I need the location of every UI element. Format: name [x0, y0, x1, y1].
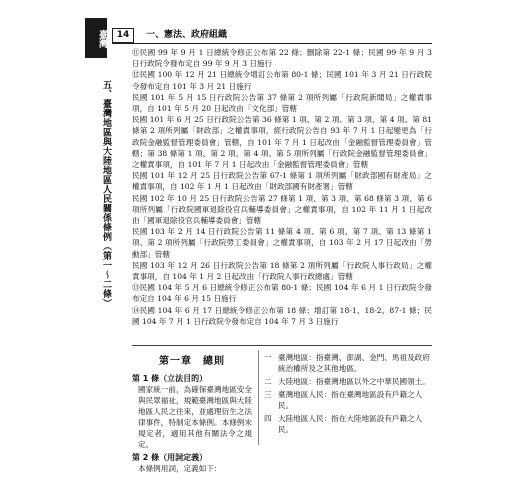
article-title: 第 1 條（立法目的） [132, 374, 208, 383]
history-entry: ⑫民國 100 年 12 月 21 日總統令增訂公布第 80-1 條；民國 101 年 3 月 21 日行政院令發布定自 101 年 3 月 21 日施行 [132, 70, 432, 91]
article-body: 國家統一前，為確保臺灣地區安全與民眾福祉，規範臺灣地區與大陸地區人民之往來，並處理衍生之法律事件，特制定本條例。本條例未規定者，適用其他有關法令之規定。 [138, 385, 252, 449]
history-entry: ⑪民國 99 年 9 月 1 日總統令修正公布第 22 條；刪除第 22-1 條；民國 99 年 9 月 3 日行政院令發布定自 99 年 9 月 3 日施行 [132, 48, 432, 69]
definition-number: 三 [264, 390, 272, 399]
definition-item [264, 389, 432, 411]
definition-text: 大陸地區：指臺灣地區以外之中華民國領土。 [278, 377, 430, 386]
page-header [112, 28, 432, 42]
history-entry: 民國 101 年 6 月 25 日行政院公告第 36 條第 1 項、第 2 項、第 3 項、第 4 項、第 81 條第 2 項所列屬「財政部」之權責事項，經行政院公告自 93 年 7 月 1 日起變更為「行政院金融監督管理委員會」管轄，自 101 年 7 月 1 日起改由「金融監督管理委員會」管轄；第 38 條第 1 項、第 2 項、第 4 項、第 5 項所列屬「行政院金融監督管理委員會」之權責事項，自 101 年 7 月 1 日起改由「金融監督管理委員會」管轄 [132, 115, 432, 170]
header-divider [112, 43, 432, 44]
history-entry: ⑭民國 104 年 6 月 17 日總統令修正公布第 18 條；增訂第 18-1、18-2、87-1 條；民國 104 年 7 月 1 日行政院令發布定自 104 年 7 月 3 日施行 [132, 305, 432, 326]
page-number: 14 [112, 28, 134, 43]
definition-text: 臺灣地區：指臺灣、澎湖、金門、馬祖及政府統治權所及之其他地區。 [278, 353, 430, 373]
column-divider [258, 350, 259, 445]
articles-column [132, 352, 252, 476]
history-entry: 民國 103 年 2 月 14 日行政院公告第 11 條第 4 項、第 6 項、第 7 項、第 13 條第 1 項、第 2 項所列屬「行政院勞工委員會」之權責事項，自 103 年 2 月 17 日起改由「勞動部」管轄 [132, 227, 432, 259]
history-entry: ⑬民國 104 年 5 月 6 日總統令修正公布第 80-1 條；民國 104 年 6 月 1 日行政院令發布定自 104 年 6 月 15 日施行 [132, 283, 432, 304]
section-divider [132, 345, 432, 346]
article-title: 第 2 條（用詞定義） [132, 453, 208, 462]
definition-number: 四 [264, 414, 272, 423]
history-entry: 民國 103 年 12 月 26 日行政院公告第 18 條第 2 項所列屬「行政院人事行政局」之權責事項，自 104 年 1 月 2 日起改由「行政院人事行政總處」管轄 [132, 260, 432, 282]
article-body: 本條例用詞，定義如下： [138, 464, 222, 473]
definition-item [264, 413, 432, 435]
amendment-history [132, 47, 432, 327]
definitions-column [264, 352, 432, 437]
definition-text: 大陸地區人民：指在大陸地區設有戶籍之人民。 [278, 414, 423, 434]
section-vertical-title: 五、臺灣地區與大陸地區人民關係條例（第一～二條） [101, 80, 111, 308]
section-tab: 臺灣 [85, 18, 107, 58]
history-entry: 民國 101 年 12 月 25 日行政院公告第 67-1 條第 1 項所列屬「財政部國有財產局」之權責事項，自 102 年 1 月 1 日起改由「財政部國有財產署」管轄 [132, 171, 432, 192]
chapter-title: 一、憲法、政府組織 [146, 30, 228, 40]
definition-number: 一 [264, 353, 272, 362]
definition-text: 臺灣地區人民：指在臺灣地區設有戶籍之人民。 [278, 390, 423, 410]
chapter-heading: 第一章 總則 [159, 356, 225, 367]
definition-number: 二 [264, 377, 272, 386]
definition-item [264, 352, 432, 374]
history-entry: 民國 102 年 10 月 25 日行政院公告第 27 條第 1 項、第 3 項、第 68 條第 3 項、第 6 項所列屬「行政院國軍退除役官兵輔導委員會」之權責事項，自 102 年 11 月 1 日起改由「國軍退除役官兵輔導委員會」管轄 [132, 193, 432, 226]
definition-item [264, 376, 432, 387]
history-entry: 民國 101 年 5 月 15 日行政院公告第 37 條第 2 項所列屬「行政院新聞局」之權責事項，自 101 年 5 月 20 日起改由「文化部」管轄 [132, 92, 432, 114]
